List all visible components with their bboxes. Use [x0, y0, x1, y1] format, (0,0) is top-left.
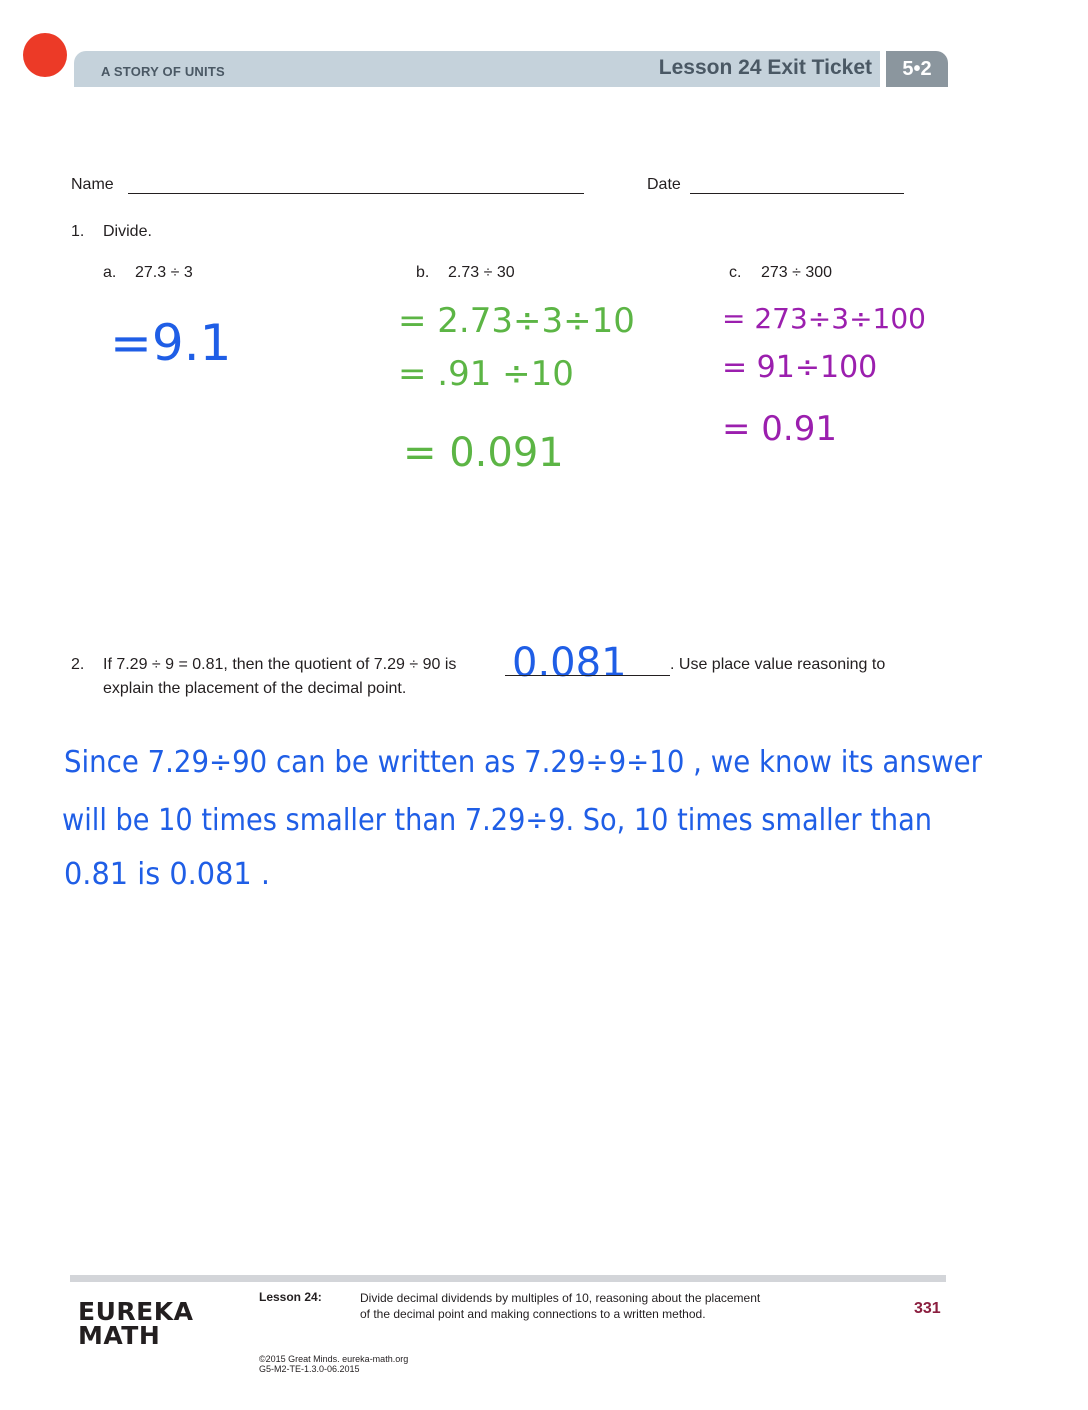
problem1-instruction: Divide.: [103, 223, 152, 240]
part-c-work-line1: = 273÷3÷100: [722, 302, 926, 335]
part-b-expression: 2.73 ÷ 30: [448, 264, 515, 281]
problem2-answer-blank[interactable]: [505, 660, 670, 676]
date-label: Date: [647, 176, 681, 193]
part-a-letter: a.: [103, 264, 117, 281]
part-c-work-line2: = 91÷100: [722, 350, 878, 385]
problem2-prompt-line2: explain the placement of the decimal point.: [103, 680, 407, 697]
footer-divider: [70, 1275, 946, 1282]
copyright: [259, 1354, 408, 1374]
part-c-expression: 273 ÷ 300: [761, 264, 833, 281]
part-c-work-line3: = 0.91: [722, 409, 837, 449]
part-b-work-line1: = 2.73÷3÷10: [398, 301, 635, 341]
part-b-work-line3: = 0.091: [403, 430, 564, 476]
page-title: Lesson 24 Exit Ticket: [658, 56, 872, 79]
copyright-line2: G5-M2-TE-1.3.0-06.2015: [259, 1364, 360, 1374]
part-c-letter: c.: [729, 264, 742, 281]
part-a-expression: 27.3 ÷ 3: [135, 264, 193, 281]
part-a-answer: =9.1: [110, 314, 232, 372]
problem2-prompt-end: . Use place value reasoning to: [670, 656, 886, 673]
part-b-letter: b.: [416, 264, 430, 281]
problem2-answer: 0.081: [512, 640, 627, 686]
problem1-number: 1.: [71, 223, 85, 240]
page-number: 331: [914, 1300, 941, 1317]
part-b-work-line2: = .91 ÷10: [398, 354, 574, 394]
explanation-line2: will be 10 times smaller than 7.29÷9. So, 10 times smaller than: [62, 803, 932, 838]
explanation-line1: Since 7.29÷90 can be written as 7.29÷9÷10 , we know its answer: [64, 745, 983, 780]
problem2-number: 2.: [71, 656, 85, 673]
logo-line2: MATH: [78, 1321, 161, 1350]
series-title: A STORY OF UNITS: [101, 64, 225, 79]
logo-line1: EUREKA: [78, 1297, 194, 1326]
copyright-line1: ©2015 Great Minds. eureka-math.org: [259, 1354, 409, 1364]
footer-lesson-label: Lesson 24:: [259, 1290, 322, 1304]
problem2-prompt-start: If 7.29 ÷ 9 = 0.81, then the quotient of 7.29 ÷ 90 is: [103, 656, 457, 673]
explanation-line3: 0.81 is 0.081 .: [64, 857, 270, 892]
name-label: Name: [71, 176, 114, 193]
grade-module-badge: 5•2: [886, 51, 948, 87]
eureka-math-logo: [78, 1297, 194, 1350]
footer-lesson-description: Divide decimal dividends by multiples of 10, reasoning about the placement of the decimal point and making connections to a written method.: [360, 1291, 761, 1321]
